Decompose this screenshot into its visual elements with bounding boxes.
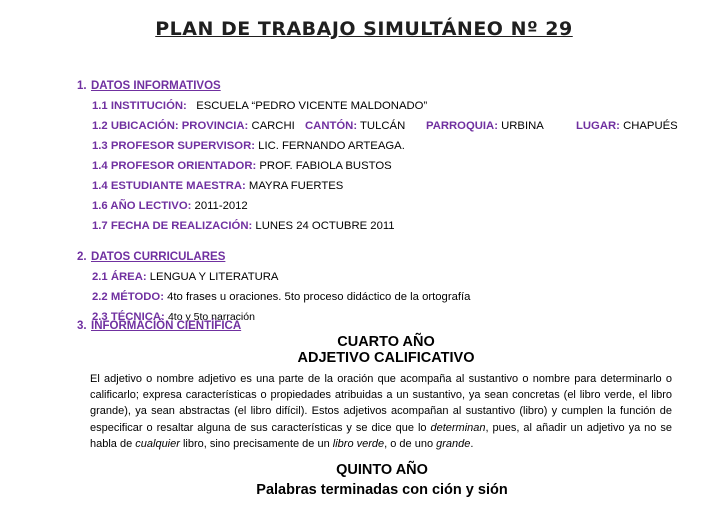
supervisor-value: LIC. FERNANDO ARTEAGA. xyxy=(258,140,405,152)
adjetivo-heading: ADJETIVO CALIFICATIVO xyxy=(297,350,475,366)
para-text-2: , pues, al añadir un adjetivo ya no se habla de xyxy=(90,421,672,450)
area-row xyxy=(92,271,278,283)
fecha-value: LUNES 24 OCTUBRE 2011 xyxy=(255,220,395,232)
estudiante-label: 1.4 ESTUDIANTE MAESTRA: xyxy=(92,180,246,192)
canton-label: CANTÓN: xyxy=(305,120,358,132)
section-1-number: 1. xyxy=(77,80,87,92)
area-label: 2.1 ÁREA: xyxy=(92,271,147,283)
palabras-heading: Palabras terminadas con ción y sión xyxy=(256,482,508,498)
para-italic-4: grande xyxy=(436,437,471,450)
estudiante-value: MAYRA FUERTES xyxy=(248,180,344,192)
lectivo-label: 1.6 AÑO LECTIVO: xyxy=(92,200,192,212)
page-title: PLAN DE TRABAJO SIMULTÁNEO Nº 29 xyxy=(155,18,573,40)
area-value: LENGUA Y LITERATURA xyxy=(149,271,279,283)
quinto-ano-heading: QUINTO AÑO xyxy=(336,462,428,478)
provincia-value: CARCHI xyxy=(251,120,295,132)
institucion-label: 1.1 INSTITUCIÓN: xyxy=(92,100,187,112)
section-2-title: DATOS CURRICULARES xyxy=(91,251,226,263)
institucion-value: ESCUELA “PEDRO VICENTE MALDONADO” xyxy=(196,100,428,112)
metodo-label: 2.2 MÉTODO: xyxy=(92,291,164,303)
lugar-value: CHAPUÉS xyxy=(623,120,678,132)
orientador-label: 1.4 PROFESOR ORIENTADOR: xyxy=(92,160,257,172)
ubicacion-label: 1.2 UBICACIÓN: PROVINCIA: xyxy=(92,120,249,132)
section-1-title: DATOS INFORMATIVOS xyxy=(91,80,221,92)
section-3-title: INFORMACIÓN CIENTÍFICA xyxy=(91,320,242,332)
canton-value: TULCÁN xyxy=(360,120,406,132)
para-text-4: , o de uno xyxy=(384,437,437,450)
section-3-heading xyxy=(77,320,241,332)
para-italic-3: libro verde xyxy=(332,437,385,450)
supervisor-row xyxy=(92,140,405,152)
para-italic-2: cualquier xyxy=(135,437,180,450)
parroquia-label: PARROQUIA: xyxy=(426,120,498,132)
fecha-label: 1.7 FECHA DE REALIZACIÓN: xyxy=(92,220,253,232)
orientador-row xyxy=(92,160,392,172)
tecnica-value: 4to y 5to narración xyxy=(167,311,255,323)
institucion-row xyxy=(92,100,427,112)
parroquia-value: URBINA xyxy=(501,120,544,132)
lugar-field xyxy=(576,120,678,132)
metodo-value: 4to frases u oraciones. 5to proceso didáctico de la ortografía xyxy=(167,291,471,303)
ubicacion-row xyxy=(92,120,295,132)
metodo-row xyxy=(92,291,470,303)
para-text-3: libro, sino precisamente de un xyxy=(179,437,333,450)
section-2-number: 2. xyxy=(77,251,87,263)
supervisor-label: 1.3 PROFESOR SUPERVISOR: xyxy=(92,140,256,152)
section-2-heading xyxy=(77,251,225,263)
parroquia-field xyxy=(426,120,544,132)
section-3-number: 3. xyxy=(77,320,87,332)
cuarto-ano-heading: CUARTO AÑO xyxy=(337,334,435,350)
orientador-value: PROF. FABIOLA BUSTOS xyxy=(259,160,392,172)
para-text-5: . xyxy=(470,437,474,450)
adjetivo-paragraph xyxy=(90,371,672,452)
canton-field xyxy=(305,120,405,132)
lectivo-row xyxy=(92,200,248,212)
para-italic-1: determinan xyxy=(430,421,486,434)
lugar-label: LUGAR: xyxy=(576,120,620,132)
para-text-1: El adjetivo o nombre adjetivo es una parte de la oración que acompaña al sustantivo o nombre para determinarlo o calificarlo; expresa características o propiedades atribuidas a un sustantivo, ya sean concretas (el libro verde, el libro grande), ya sean abstractas (el libro difícil). Estos adjetivos acompañan al sustantivo (libro) y cumplen la función de especificar o resaltar alguna de sus características y se dice que lo xyxy=(90,373,672,434)
tecnica-label: 2.3 TÉCNICA: xyxy=(92,311,165,323)
estudiante-row xyxy=(92,180,343,192)
lectivo-value: 2011-2012 xyxy=(194,200,248,212)
fecha-row xyxy=(92,220,395,232)
section-1-heading xyxy=(77,80,221,92)
